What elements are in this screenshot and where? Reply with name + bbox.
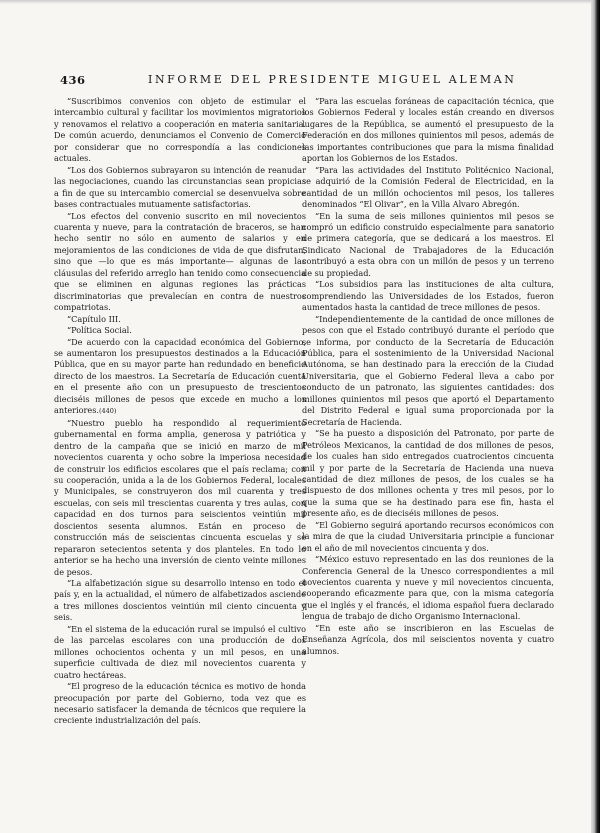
footnote-reference: (440) [98, 407, 117, 416]
page-edge-shadow [591, 0, 600, 833]
paragraph: “Independientemente de la cantidad de once millones de pesos con que el Estado contribuyó durante el período que se informa, por conducto de la Secretaría de Educación Pública, para el sostenimiento de la Universidad Nacional Autónoma, se han destinado para la erección de la Ciudad Universitaria, que el Gobierno Federal lleva a cabo por conducto de un patronato, las siguientes cantidades: dos millones quinientos mil pesos que aportó el Departamento del Distrito Federal e igual suma proporcionada por la Secretaría de Hacienda. [302, 313, 554, 427]
section-heading: “Política Social. [67, 325, 132, 336]
paragraph: “México estuvo representado en las dos reuniones de la Conferencia General de la Unesco correspondientes a mil novecientos cuarenta y nueve y mil novecientos cincuenta, cooperando eficazmente para que, con la misma categoría que el inglés y el francés, el idioma español fuera declarado lengua de trabajo de dicho Organismo Internacional. [302, 554, 554, 622]
paragraph: “Nuestro pueblo ha respondido al requerimiento gubernamental en forma amplia, generosa y patriótica y dentro de la campaña que se inició en marzo de mil novecientos cuarenta y ocho sobre la imperiosa necesidad de construir los edificios escolares que el país reclama; con su cooperación, unida a la de los Gobiernos Federal, locales y Municipales, se construyeron dos mil cuarenta y tres escuelas, con seis mil trescientas cuarenta y tres aulas, con capacidad en dos turnos para seiscientos veintiún mil doscientos sesenta alumnos. Están en proceso de construcción más de seiscientas cincuenta escuelas y se repararon setecientos setenta y dos planteles. En todo lo anterior se ha hecho una inversión de ciento veinte millones de pesos. [54, 417, 306, 577]
paragraph: “En este año se inscribieron en las Escuelas de Enseñanza Agrícola, dos mil seiscientos noventa y cuatro alumnos. [302, 622, 554, 656]
paragraph [54, 337, 306, 418]
chapter-heading: “Capítulo III. [67, 313, 121, 324]
paragraph: “Para las escuelas foráneas de capacitación técnica, que los Gobiernos Federal y locales están creando en diversos lugares de la República, se aumentó el presupuesto de la Federación en dos millones quinientos mil pesos, además de las importantes contribuciones que para la misma finalidad aportan los Gobiernos de los Estados. [302, 96, 554, 164]
paragraph: “El progreso de la educación técnica es motivo de honda preocupación por parte del Gobierno, toda vez que es necesario satisfacer la demanda de técnicos que requiere la creciente industrialización del país. [54, 681, 306, 726]
right-column [302, 96, 554, 657]
paragraph: “En el sistema de la educación rural se impulsó el cultivo de las parcelas escolares con una producción de dos millones ochocientos ochenta y un mil pesos, en una superficie cultivada de diez mil novecientos cuarenta y cuatro hectáreas. [54, 623, 306, 680]
paragraph: “Suscribimos convenios con objeto de estimular el intercambio cultural y facilitar los movimientos migratorios y renovamos el relativo a cooperación en materia sanitaria. De común acuerdo, denunciamos el Convenio de Comercio por considerar que no correspondía a las condiciones actuales. [54, 96, 306, 164]
page-top-shadow [0, 0, 600, 4]
page-number: 436 [60, 73, 86, 87]
paragraph: “Los subsidios para las instituciones de alta cultura, comprendiendo las Universidades de los Estados, fueron aumentados hasta la cantidad de trece millones de pesos. [302, 279, 554, 313]
running-title: INFORME DEL PRESIDENTE MIGUEL ALEMAN [148, 73, 517, 86]
paragraph: “El Gobierno seguirá aportando recursos económicos con la mira de que la ciudad Universitaria principie a funcionar en el año de mil novecientos cincuenta y dos. [302, 519, 554, 553]
paragraph: “Se ha puesto a disposición del Patronato, por parte de Petróleos Mexicanos, la cantidad de dos millones de pesos, de los cuales han sido entregados cuatrocientos cincuenta mil y por parte de la Secretaría de Hacienda una nueva cantidad de diez millones de pesos, de los cuales se ha dispuesto de dos millones ochenta y tres mil pesos, por lo que la suma que se ha destinado para ese fin, hasta el presente año, es de dieciséis millones de pesos. [302, 428, 554, 519]
paragraph-text: “De acuerdo con la capacidad económica del Gobierno, se aumentaron los presupuestos destinados a la Educación Pública, que en su mayor parte han redundado en beneficio directo de los maestros. La Secretaría de Educación cuenta en el presente año con un presupuesto de trescientos dieciséis millones de pesos que excede en mucho a los anteriores. [54, 336, 306, 416]
paragraph: “La alfabetización sigue su desarrollo intenso en todo el país y, en la actualidad, el número de alfabetizados asciende a tres millones doscientos veintiún mil ciento cincuenta y seis. [54, 578, 306, 623]
left-column [54, 96, 306, 727]
paragraph: “En la suma de seis millones quinientos mil pesos se compró un edificio construido especialmente para sanatorio de primera categoría, que se dedicará a los maestros. El Sindicato Nacional de Trabajadores de la Educación contribuyó a esta obra con un millón de pesos y un terreno de su propiedad. [302, 210, 554, 278]
paragraph: “Para las actividades del Instituto Politécnico Nacional, se adquirió de la Comisión Federal de Electricidad, en la cantidad de un millón ochocientos mil pesos, los talleres denominados “El Olivar”, en la Villa Alvaro Abregón. [302, 164, 554, 210]
paragraph: “Los dos Gobiernos subrayaron su intención de reanudar las negociaciones, cuando las circunstancias sean propicias a fin de que su intercambio comercial se desenvuelva sobre bases contractuales mutuamente satisfactorias. [54, 164, 306, 210]
paragraph: “Los efectos del convenio suscrito en mil novecientos cuarenta y nueve, para la contratación de braceros, se han hecho sentir no sólo en aumento de salarios y en mejoramientos de las condiciones de vida de que disfrutan, sino que —lo que es más importante— algunas de las cláusulas del referido arreglo han tenido como consecuencia que se eliminen en algunas regiones las prácticas discriminatorias que prevalecían en contra de nuestros compatriotas. [54, 210, 306, 313]
page-header [60, 73, 554, 87]
